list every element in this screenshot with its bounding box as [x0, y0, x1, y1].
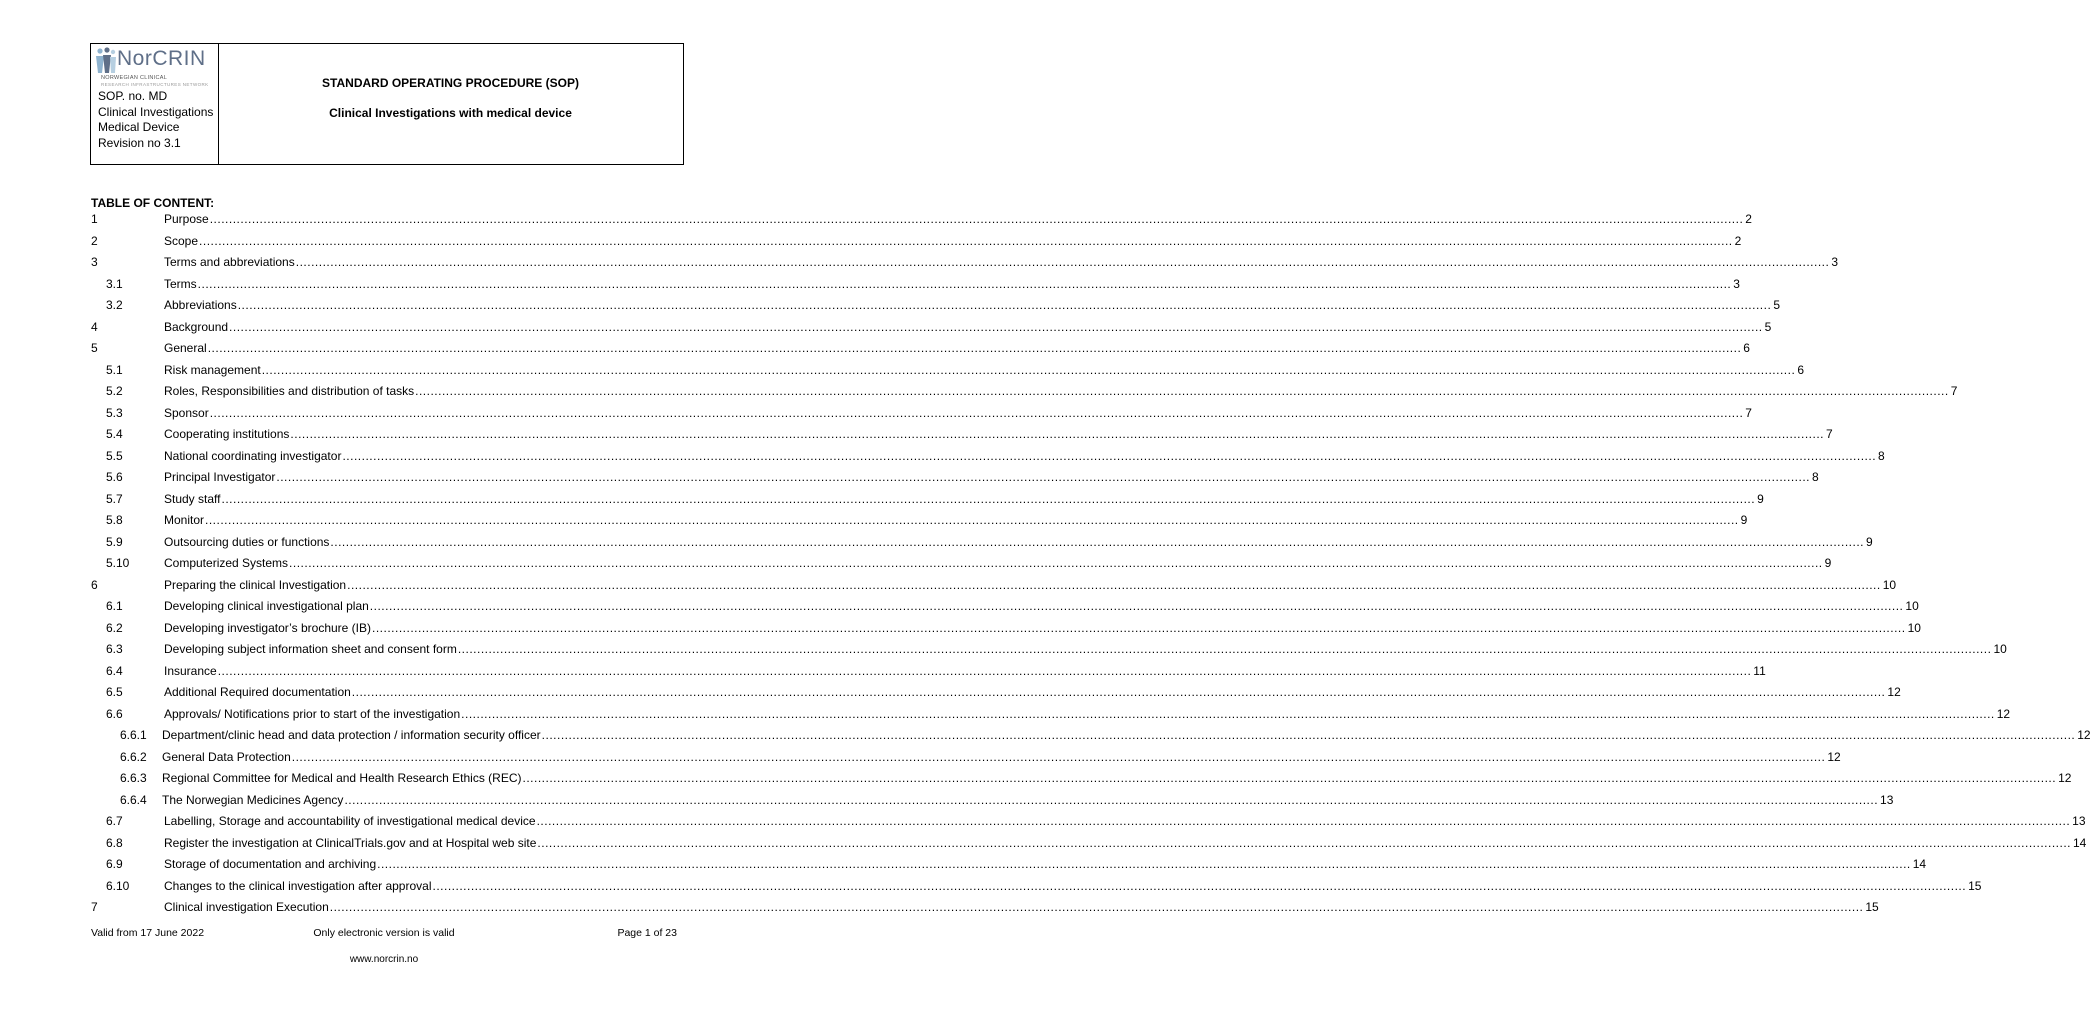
toc-entry[interactable] — [0, 727, 2091, 743]
sop-revision: Revision no 3.1 — [98, 135, 181, 150]
toc-entry-number: 6.6.3 — [120, 771, 147, 785]
toc-entry-page[interactable]: 9 — [1740, 513, 1748, 527]
toc-entry[interactable] — [0, 448, 1885, 464]
toc-entry-title[interactable]: Developing clinical investigational plan — [164, 599, 369, 613]
toc-entry-title[interactable]: Background — [164, 319, 229, 334]
toc-entry-number: 6.1 — [106, 599, 123, 613]
toc-dot-leader: ................................................................................................................................................................................................................................................................................................................................................................................................................ — [197, 276, 1732, 291]
toc-entry-line — [164, 276, 1740, 292]
toc-dot-leader: ................................................................................................................................................................................................................................................................................................................................................................................................................ — [369, 599, 1904, 613]
toc-entry-number: 7 — [91, 900, 98, 914]
toc-entry-number: 6.9 — [106, 857, 123, 871]
toc-entry-page[interactable]: 11 — [1753, 663, 1766, 678]
toc-entry-number: 5 — [91, 341, 98, 355]
toc-dot-leader: ................................................................................................................................................................................................................................................................................................................................................................................................................ — [221, 491, 1756, 506]
toc-entry-title[interactable]: Study staff — [164, 491, 221, 506]
toc-entry-title[interactable]: Changes to the clinical investigation after approval — [164, 878, 432, 893]
toc-dot-leader: ................................................................................................................................................................................................................................................................................................................................................................................................................ — [415, 384, 1949, 398]
toc-entry-number: 5.6 — [106, 470, 123, 484]
toc-entry-line — [162, 749, 1841, 765]
toc-entry-title[interactable]: Clinical investigation Execution — [164, 900, 329, 914]
toc-entry-page[interactable]: 3 — [1831, 255, 1839, 269]
toc-dot-leader: ................................................................................................................................................................................................................................................................................................................................................................................................................ — [205, 513, 1739, 527]
toc-entry-number: 3 — [91, 255, 98, 269]
toc-entry-title[interactable]: Abbreviations — [164, 298, 237, 312]
toc-entry-page[interactable]: 10 — [1907, 620, 1921, 635]
sop-header-right-cell — [218, 44, 683, 164]
toc-dot-leader: ................................................................................................................................................................................................................................................................................................................................................................................................................ — [372, 620, 1906, 635]
toc-entry[interactable] — [0, 835, 2087, 851]
toc-entry-line — [162, 727, 2091, 743]
toc-entry-page[interactable]: 10 — [1905, 599, 1919, 613]
toc-dot-leader: ................................................................................................................................................................................................................................................................................................................................................................................................................ — [330, 534, 1865, 549]
toc-entry[interactable] — [0, 362, 1804, 378]
toc-entry-page[interactable]: 2 — [1745, 212, 1752, 226]
toc-entry[interactable] — [0, 405, 1752, 421]
people-logo-icon — [95, 47, 117, 75]
toc-dot-leader: ................................................................................................................................................................................................................................................................................................................................................................................................................ — [207, 341, 1742, 355]
toc-entry-number: 6.8 — [106, 835, 123, 850]
toc-entry-page[interactable]: 10 — [1882, 577, 1897, 592]
toc-entry-line — [164, 706, 2011, 722]
toc-entry[interactable] — [0, 598, 1919, 614]
toc-entry-line — [164, 577, 1897, 593]
toc-entry-title[interactable]: Insurance — [164, 663, 217, 678]
sop-number: SOP. no. MD — [98, 89, 168, 103]
toc-dot-leader: ................................................................................................................................................................................................................................................................................................................................................................................................................ — [537, 835, 2071, 850]
toc-entry[interactable] — [0, 491, 1764, 507]
toc-dot-leader: ................................................................................................................................................................................................................................................................................................................................................................................................................ — [209, 405, 1744, 420]
toc-entry-page[interactable]: 9 — [1866, 534, 1873, 549]
toc-entry-title[interactable]: Cooperating institutions — [164, 427, 290, 441]
sop-meta — [98, 89, 213, 151]
toc-dot-leader: ................................................................................................................................................................................................................................................................................................................................................................................................................ — [229, 319, 1763, 334]
toc-entry-line — [164, 684, 1901, 700]
toc-entry-title[interactable]: Monitor — [164, 513, 205, 527]
toc-entry[interactable] — [0, 770, 2072, 786]
toc-entry-number: 5.4 — [106, 427, 123, 441]
toc-entry-title[interactable]: Developing subject information sheet and consent form — [164, 642, 457, 656]
toc-entry-number: 1 — [91, 212, 98, 226]
footer-valid-from: Valid from 17 June 2022 — [91, 927, 205, 939]
toc-dot-leader: ................................................................................................................................................................................................................................................................................................................................................................................................................ — [536, 814, 2071, 828]
toc-entry[interactable] — [0, 620, 1921, 636]
toc-dot-leader: ................................................................................................................................................................................................................................................................................................................................................................................................................ — [291, 749, 1826, 764]
toc-entry-page[interactable]: 8 — [1811, 470, 1819, 484]
toc-dot-leader: ................................................................................................................................................................................................................................................................................................................................................................................................................ — [342, 448, 1877, 463]
toc-dot-leader: ................................................................................................................................................................................................................................................................................................................................................................................................................ — [347, 577, 1881, 592]
toc-entry-line — [164, 383, 1958, 399]
toc-entry-number: 2 — [91, 233, 98, 248]
toc-entry[interactable] — [0, 813, 2086, 829]
toc-entry-page[interactable]: 6 — [1743, 341, 1750, 355]
sop-subcategory: Medical Device — [98, 120, 180, 134]
toc-entry-page[interactable]: 3 — [1733, 276, 1740, 291]
toc-entry[interactable] — [0, 684, 1901, 700]
logo-wordmark: NorCRIN — [117, 47, 206, 70]
toc-entry-title[interactable]: Sponsor — [164, 405, 209, 420]
footer-electronic-notice: Only electronic version is valid — [313, 927, 455, 939]
toc-entry[interactable] — [0, 641, 2007, 657]
toc-entry-page[interactable]: 6 — [1797, 362, 1804, 377]
toc-entry-line — [164, 319, 1772, 335]
toc-dot-leader: ................................................................................................................................................................................................................................................................................................................................................................................................................ — [461, 706, 1995, 721]
toc-entry-title[interactable]: Computerized Systems — [164, 556, 289, 570]
toc-entry-line — [164, 534, 1873, 550]
logo-subtitle-line1: NORWEGIAN CLINICAL — [101, 75, 168, 81]
toc-dot-leader: ................................................................................................................................................................................................................................................................................................................................................................................................................ — [199, 233, 1733, 248]
toc-entry-number: 4 — [91, 319, 98, 334]
toc-dot-leader: ................................................................................................................................................................................................................................................................................................................................................................................................................ — [290, 427, 1825, 441]
toc-entry-title[interactable]: Terms — [164, 276, 197, 291]
toc-entry-line — [164, 340, 1750, 356]
sop-header-table — [90, 43, 684, 165]
toc-dot-leader: ................................................................................................................................................................................................................................................................................................................................................................................................................ — [344, 792, 1879, 807]
toc-entry-page[interactable]: 13 — [1880, 792, 1894, 807]
toc-entry-title[interactable]: Labelling, Storage and accountability of investigational medical device — [164, 814, 536, 828]
toc-entry-line — [164, 620, 1921, 636]
toc-dot-leader: ................................................................................................................................................................................................................................................................................................................................................................................................................ — [377, 857, 1911, 871]
toc-entry-line — [164, 405, 1752, 421]
toc-entry-page[interactable]: 5 — [1764, 319, 1772, 334]
toc-entry-line — [164, 813, 2086, 829]
toc-entry-line — [164, 856, 1927, 872]
toc-entry[interactable] — [0, 878, 1982, 894]
toc-entry-page[interactable]: 14 — [1912, 857, 1927, 871]
toc-entry-line — [164, 254, 1839, 270]
toc-entry-line — [164, 297, 1780, 313]
sop-category: Clinical Investigations — [98, 104, 214, 119]
toc-entry-number: 5.1 — [106, 362, 123, 377]
toc-entry-page[interactable]: 12 — [1996, 706, 2011, 721]
toc-entry-page[interactable]: 7 — [1745, 405, 1752, 420]
sop-header-left-cell — [91, 44, 219, 164]
toc-entry-number: 6.6.4 — [120, 792, 147, 807]
document-title: STANDARD OPERATING PROCEDURE (SOP) — [322, 76, 579, 90]
toc-entry-page[interactable]: 7 — [1950, 384, 1958, 398]
toc-entry-line — [162, 792, 1894, 808]
toc-entry-line — [164, 641, 2007, 657]
toc-entry-title[interactable]: The Norwegian Medicines Agency — [162, 792, 344, 807]
toc-entry-number: 5.5 — [106, 448, 123, 463]
toc-dot-leader: ................................................................................................................................................................................................................................................................................................................................................................................................................ — [295, 255, 1830, 269]
toc-entry-title[interactable]: Storage of documentation and archiving — [164, 857, 377, 871]
toc-entry-page[interactable]: 12 — [2077, 728, 2091, 742]
toc-entry-title[interactable]: Approvals/ Notifications prior to start of the investigation — [164, 706, 461, 721]
toc-dot-leader: ................................................................................................................................................................................................................................................................................................................................................................................................................ — [457, 642, 1992, 656]
toc-entry-page[interactable]: 15 — [1865, 900, 1879, 914]
toc-entry[interactable] — [0, 340, 1750, 356]
toc-entry-page[interactable]: 8 — [1878, 448, 1885, 463]
toc-entry-number: 3.2 — [106, 298, 123, 312]
toc-entry-title[interactable]: Scope — [164, 233, 199, 248]
toc-entry-page[interactable]: 12 — [2058, 771, 2072, 785]
toc-entry-line — [164, 835, 2087, 851]
toc-entry[interactable] — [0, 383, 1958, 399]
toc-entry-line — [162, 770, 2072, 786]
toc-dot-leader: ................................................................................................................................................................................................................................................................................................................................................................................................................ — [541, 728, 2076, 742]
logo-subtitle-line2: RESEARCH INFRASTRUCTURES NETWORK — [101, 82, 209, 87]
toc-entry-page[interactable]: 15 — [1968, 878, 1982, 893]
toc-entry-page[interactable]: 5 — [1773, 298, 1780, 312]
toc-entry-number: 3.1 — [106, 276, 123, 291]
toc-entry-title[interactable]: Outsourcing duties or functions — [164, 534, 330, 549]
toc-dot-leader: ................................................................................................................................................................................................................................................................................................................................................................................................................ — [351, 685, 1886, 699]
toc-entry[interactable] — [0, 426, 1833, 442]
toc-entry-number: 5.2 — [106, 384, 123, 398]
toc-entry[interactable] — [0, 663, 1766, 679]
toc-entry-line — [164, 899, 1879, 915]
toc-entry-title[interactable]: Risk management — [164, 362, 261, 377]
toc-entry-number: 5.3 — [106, 405, 123, 420]
toc-dot-leader: ................................................................................................................................................................................................................................................................................................................................................................................................................ — [209, 212, 1744, 226]
toc-entry-title[interactable]: Purpose — [164, 212, 209, 226]
toc-entry[interactable] — [0, 577, 1897, 593]
toc-dot-leader: ................................................................................................................................................................................................................................................................................................................................................................................................................ — [276, 470, 1810, 484]
toc-entry[interactable] — [0, 211, 1752, 227]
toc-entry-line — [164, 211, 1752, 227]
toc-entry-number: 6.6.2 — [120, 749, 147, 764]
toc-entry-line — [164, 598, 1919, 614]
toc-entry-number: 5.10 — [106, 556, 130, 570]
toc-entry[interactable] — [0, 706, 2011, 722]
toc-dot-leader: ................................................................................................................................................................................................................................................................................................................................................................................................................ — [237, 298, 1772, 312]
toc-entry-number: 5.7 — [106, 491, 123, 506]
toc-entry-line — [164, 233, 1742, 249]
toc-dot-leader: ................................................................................................................................................................................................................................................................................................................................................................................................................ — [522, 771, 2057, 785]
toc-entry-line — [164, 878, 1982, 894]
toc-entry-number: 6.6.1 — [120, 728, 147, 742]
toc-entry-line — [164, 555, 1832, 571]
toc-entry[interactable] — [0, 233, 1742, 249]
toc-entry[interactable] — [0, 276, 1740, 292]
toc-entry[interactable] — [0, 749, 1841, 765]
footer-page-number: Page 1 of 23 — [617, 927, 677, 939]
toc-entry-number: 5.8 — [106, 513, 123, 527]
toc-entry[interactable] — [0, 512, 1748, 528]
toc-entry-number: 6.4 — [106, 663, 123, 678]
toc-entry-number: 6.3 — [106, 642, 123, 656]
toc-entry-page[interactable]: 12 — [1887, 685, 1901, 699]
toc-entry-title[interactable]: General Data Protection — [162, 749, 291, 764]
toc-entry-line — [164, 362, 1804, 378]
toc-entry[interactable] — [0, 319, 1772, 335]
toc-entry-title[interactable]: Principal Investigator — [164, 470, 276, 484]
toc-entry-page[interactable]: 13 — [2072, 814, 2086, 828]
toc-entry-page[interactable]: 10 — [1993, 642, 2007, 656]
toc-entry-number: 6.6 — [106, 706, 123, 721]
toc-entry-page[interactable]: 2 — [1734, 233, 1742, 248]
toc-entry-title[interactable]: National coordinating investigator — [164, 448, 342, 463]
document-subtitle: Clinical Investigations with medical device — [329, 106, 572, 120]
toc-dot-leader: ................................................................................................................................................................................................................................................................................................................................................................................................................ — [261, 362, 1796, 377]
toc-entry-title[interactable]: General — [164, 341, 207, 355]
toc-entry-title[interactable]: Developing investigator’s brochure (IB) — [164, 620, 371, 635]
toc-entry-title[interactable]: Terms and abbreviations — [164, 255, 295, 269]
toc-entry-line — [164, 512, 1748, 528]
toc-entry-title[interactable]: Department/clinic head and data protection / information security officer — [162, 728, 541, 742]
toc-entry-line — [164, 469, 1819, 485]
toc-entry[interactable] — [0, 254, 1839, 270]
toc-entry-title[interactable]: Additional Required documentation — [164, 685, 351, 699]
toc-entry-number: 6 — [91, 577, 98, 592]
toc-entry[interactable] — [0, 856, 1927, 872]
toc-entry[interactable] — [0, 534, 1873, 550]
toc-entry-page[interactable]: 14 — [2073, 835, 2087, 850]
toc-entry[interactable] — [0, 469, 1819, 485]
toc-entry-number: 5.9 — [106, 534, 123, 549]
toc-entry[interactable] — [0, 297, 1780, 313]
footer-website: www.norcrin.no — [349, 954, 419, 965]
toc-dot-leader: ................................................................................................................................................................................................................................................................................................................................................................................................................ — [217, 663, 1752, 678]
toc-entry-page[interactable]: 9 — [1757, 491, 1764, 506]
toc-entry[interactable] — [0, 792, 1894, 808]
toc-entry-page[interactable]: 9 — [1824, 556, 1832, 570]
toc-dot-leader: ................................................................................................................................................................................................................................................................................................................................................................................................................ — [289, 556, 1823, 570]
toc-entry-page[interactable]: 12 — [1827, 749, 1841, 764]
toc-entry-number: 6.10 — [106, 878, 130, 893]
toc-entry-number: 6.2 — [106, 620, 123, 635]
toc-entry-page[interactable]: 7 — [1826, 427, 1833, 441]
toc-entry-line — [164, 448, 1885, 464]
toc-entry-title[interactable]: Roles, Responsibilities and distribution of tasks — [164, 384, 415, 398]
toc-entry-title[interactable]: Preparing the clinical Investigation — [164, 577, 347, 592]
toc-heading: TABLE OF CONTENT: — [91, 196, 215, 210]
toc-entry-number: 6.7 — [106, 814, 123, 828]
toc-entry-line — [164, 426, 1833, 442]
toc-dot-leader: ................................................................................................................................................................................................................................................................................................................................................................................................................ — [329, 900, 1864, 914]
toc-dot-leader: ................................................................................................................................................................................................................................................................................................................................................................................................................ — [432, 878, 1967, 893]
toc-entry-line — [164, 663, 1766, 679]
toc-entry-title[interactable]: Regional Committee for Medical and Health Research Ethics (REC) — [162, 771, 522, 785]
toc-entry-number: 6.5 — [106, 685, 123, 699]
norcrin-logo — [95, 47, 215, 91]
toc-entry[interactable] — [0, 899, 1879, 915]
toc-entry-title[interactable]: Register the investigation at ClinicalTrials.gov and at Hospital web site — [164, 835, 537, 850]
toc-entry[interactable] — [0, 555, 1832, 571]
toc-entry-line — [164, 491, 1764, 507]
